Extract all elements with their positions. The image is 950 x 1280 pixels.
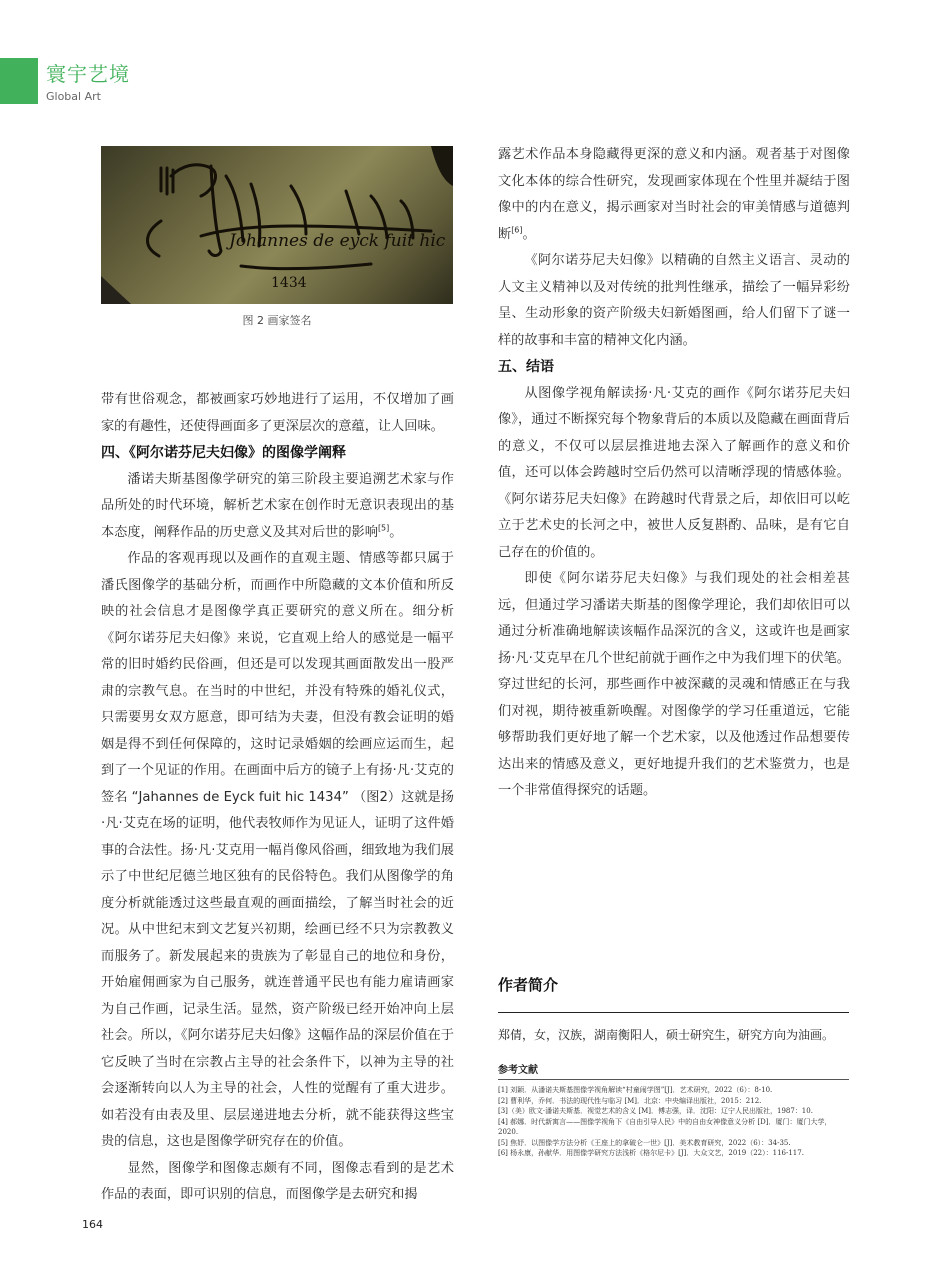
right-paragraph-3: 从图像学视角解读扬·凡·艾克的画作《阿尔诺芬尼夫妇像》，通过不断探究每个物象背后的本质以及隐藏在画面背后的意义，不仅可以层层推进地去深入了解画作的意义和价值，还可以体会跨越时空后仍然可以清晰浮现的情感体验。《阿尔诺芬尼夫妇像》在跨越时代背景之后，却依旧可以屹立于艺术史的长河之中，被世人反复斟酌、品味，是有它自己存在的价值的。 [498,385,850,560]
reference-item: [1] 刘颖．从潘诺夫斯基图像学视角解读“村童闹学图”[J]．艺术研究，2022（6）：8-10. [498,1086,773,1094]
section-heading-5: 五、结语 [498,359,554,375]
references-heading: 参考文献 [498,1065,538,1076]
right-paragraph-1-text: 露艺术作品本身隐藏得更深的意义和内涵。观者基于对图像文化本体的综合性研究，发现画家体现在个性里并凝结于图像中的内在意义，揭示画家对当时社会的审美情感与道德判断 [498,147,850,242]
magazine-subtitle: Global Art [46,90,101,103]
author-heading: 作者简介 [498,976,559,994]
reference-item: [2] 曹利华，乔何．书法的现代性与临习 [M]．北京：中央编译出版社，2015：212. [498,1096,762,1105]
magazine-title: 寰宇艺境 [46,62,130,86]
left-paragraph-1: 带有世俗观念，都被画家巧妙地进行了运用，不仅增加了画家的有趣性，还使得画面多了更深层次的意蕴，让人回味。 [101,392,454,434]
header-accent-block [0,58,38,104]
signature-year: 1434 [271,275,307,291]
left-paragraph-3: 作品的客观再现以及画作的直观主题、情感等都只属于潘氏图像学的基础分析，而画作中所隐藏的文本价值和所反映的社会信息才是图像学真正要研究的意义所在。细分析《阿尔诺芬尼夫妇像》来说，它直观上给人的感觉是一幅平常的旧时婚约民俗画，但还是可以发现其画面散发出一股严肃的宗教气息。在当时的中世纪，并没有特殊的婚礼仪式，只需要男女双方愿意，即可结为夫妻，但没有教会证明的婚姻是得不到任何保障的，这时记录婚姻的绘画应运而生，起到了一个见证的作用。在画面中后方的镜子上有扬·凡·艾克的签名 “Jahannes de Eyck fuit hic 1434” （图2）这就是扬·凡·艾克在场的证明，他代表牧师作为见证人，证明了这件婚事的合法性。扬·凡·艾克用一幅肖像风俗画，细致地为我们展示了中世纪尼德兰地区独有的民俗特色。我们从图像学的角度分析就能透过这些最直观的画面描绘，了解当时社会的近况。从中世纪末到文艺复兴初期，绘画已经不只为宗教教义而服务了。新发展起来的贵族为了彰显自己的地位和身份，开始雇佣画家为自己服务，就连普通平民也有能力雇请画家为自己作画，记录生活。显然，资产阶级已经开始冲向上层社会。所以，《阿尔诺芬尼夫妇像》这幅作品的深层价值在于它反映了当时在宗教占主导的社会条件下，以神为主导的社会逐渐转向以人为主导的社会，人性的觉醒有了重大进步。如若没有由表及里、层层递进地去分析，就不能获得这些宝贵的信息，这也是图像学研究存在的价值。 [101,551,454,1149]
signature-image [101,146,453,304]
reference-item: [6] 杨永康，孙献华．用图像学研究方法浅析《格尔尼卡》[J]．大众文艺，2019（22）：116-117. [498,1149,804,1157]
left-paragraph-2-end: 。 [389,524,403,540]
reference-item: [3]（美）欧文·潘诺夫斯基．视觉艺术的含义 [M]．傅志强，译．沈阳：辽宁人民出版社，1987：10. [498,1107,813,1115]
author-divider [498,1012,849,1013]
right-paragraph-2: 《阿尔诺芬尼夫妇像》以精确的自然主义语言、灵动的人文主义精神以及对传统的批判性继承，描绘了一幅异彩纷呈、生动形象的资产阶级夫妇新婚图画，给人们留下了谜一样的故事和丰富的精神文化内涵。 [498,253,850,348]
reference-item: [5] 焦妤．以图像学方法分析《王座上的拿破仑一世》[J]．美术教育研究，2022（6）：34-35. [498,1138,791,1147]
right-paragraph-1 [498,142,850,248]
signature-script: Johannes de eyck fuit hic [229,231,446,251]
references-divider [498,1079,849,1080]
section-heading-4: 四、《阿尔诺芬尼夫妇像》的图像学阐释 [101,445,346,461]
citation-6: [6] [511,225,523,235]
figure-caption: 图 2 画家签名 [242,314,312,327]
page-number: 164 [82,1218,103,1231]
figure-painter-signature [101,146,453,304]
author-info: 郑倩，女，汉族，湖南衡阳人，硕士研究生，研究方向为油画。 [498,1028,835,1042]
citation-5: [5] [377,523,390,533]
left-paragraph-2 [101,467,454,547]
left-paragraph-2-text: 潘诺夫斯基图像学研究的第三阶段主要追溯艺术家与作品所处的时代环境，解析艺术家在创作时无意识表现出的基本态度，阐释作品的历史意义及其对后世的影响 [101,471,454,540]
right-column [498,142,850,805]
left-paragraph-4: 显然，图像学和图像志颇有不同，图像志看到的是艺术作品的表面，即可识别的信息，而图像学是去研究和揭 [101,1160,454,1202]
left-column [101,387,454,1209]
right-paragraph-1-end: 。 [522,226,536,242]
references-list [498,1085,849,1159]
right-paragraph-4: 即使《阿尔诺芬尼夫妇像》与我们现处的社会相差甚远，但通过学习潘诺夫斯基的图像学理论，我们却依旧可以通过分析准确地解读该幅作品深沉的含义，这或许也是画家扬·凡·艾克早在几个世纪前就于画作之中为我们埋下的伏笔。穿过世纪的长河，那些画作中被深藏的灵魂和情感正在与我们对视，期待被重新唤醒。对图像学的学习任重道远，它能够帮助我们更好地了解一个艺术家，以及他透过作品想要传达出来的情感及意义，更好地提升我们的艺术鉴赏力，也是一个非常值得探究的话题。 [498,571,850,798]
reference-item: [4] 郝娜．时代新寓言——图像学视角下《自由引导人民》中的自由女神像意义分析 [D]．厦门：厦门大学，2020. [498,1117,832,1136]
